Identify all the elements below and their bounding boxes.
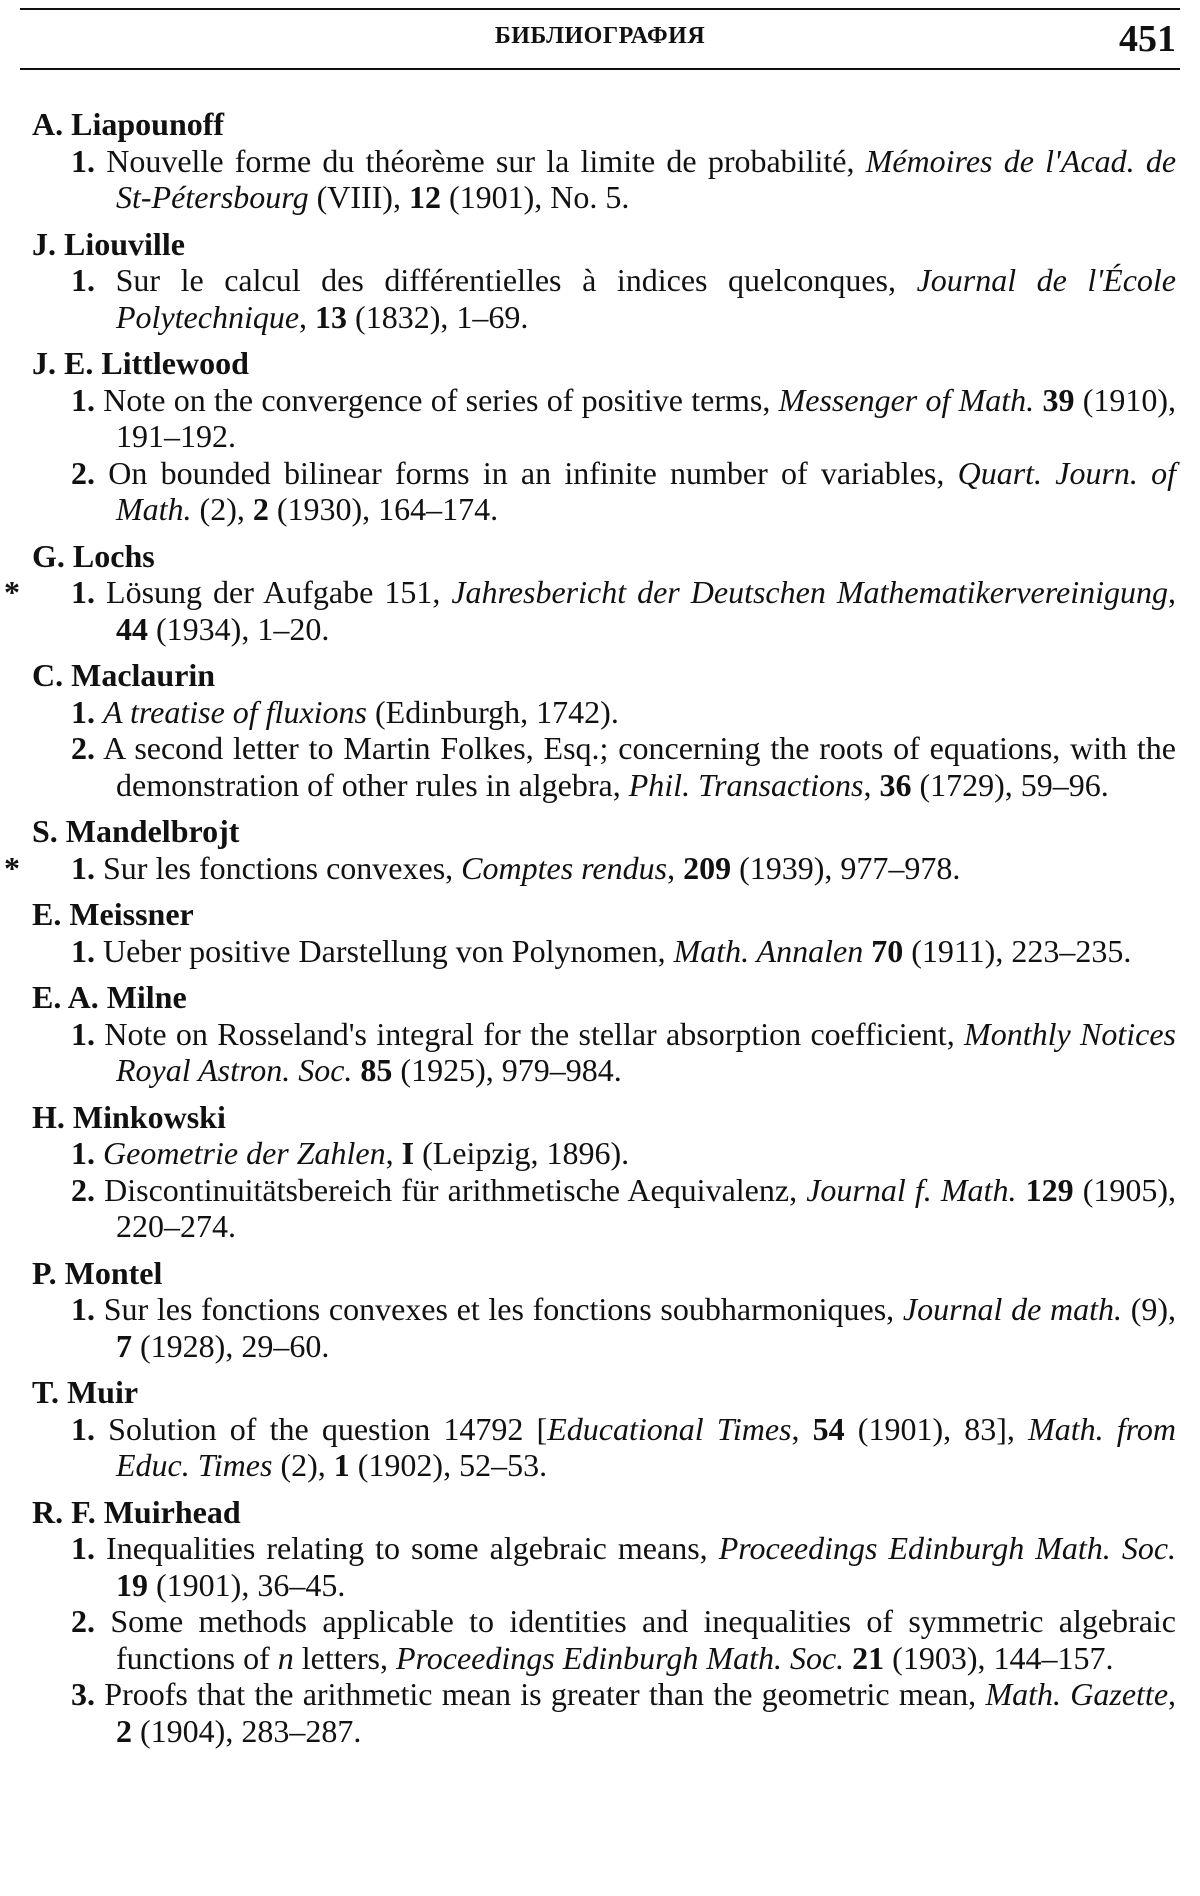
- entry-volume-bold: 12: [408, 179, 441, 215]
- entry-volume-bold: 19: [116, 1566, 148, 1603]
- entry-text: (1902), 52–53.: [349, 1447, 548, 1483]
- bibliography-entry: [0, 1411, 1200, 1484]
- author-name: E. Meissner: [32, 896, 194, 932]
- entry-text: ,: [1168, 574, 1177, 610]
- entry-number: 1.: [71, 849, 95, 886]
- entry-title-italic: Comptes rendus: [461, 849, 668, 886]
- entry-volume-bold: 36: [879, 766, 912, 803]
- entry-text: A second letter to Martin Folkes, Esq.; concerning the roots of equations, with the demonstration of other rules in algebra,: [103, 730, 1177, 803]
- entry-volume-bold: 129: [1025, 1171, 1074, 1208]
- author-gap: [0, 1245, 1200, 1255]
- entry-volume-bold: 1: [333, 1447, 350, 1483]
- bibliography-entry: [0, 1676, 1200, 1749]
- entry-text: (VIII),: [308, 179, 409, 215]
- entry-title-italic: Monthly Notices Royal Astron. Soc.: [116, 1015, 1177, 1088]
- asterisk-mark: *: [4, 849, 20, 886]
- entry-text: Ueber positive Darstellung von Polynomen,: [103, 932, 674, 969]
- entry-text: letters,: [293, 1639, 396, 1676]
- entry-title-italic: Phil. Transactions: [628, 766, 864, 803]
- bibliography-entry: [0, 382, 1200, 455]
- bibliography-entry: [0, 1016, 1200, 1089]
- entry-text: (1901), No. 5.: [440, 179, 630, 215]
- entry-text: Lösung der Aufgabe 151,: [106, 574, 452, 610]
- entry-title-italic: Math. Gazette: [985, 1676, 1169, 1712]
- entry-number: 1.: [71, 1291, 95, 1327]
- entry-title-italic: Jahresbericht der Deutschen Mathematikervereinigung: [451, 574, 1169, 610]
- entry-title-italic: Geometrie der Zahlen: [103, 1135, 386, 1171]
- entry-text: ,: [299, 298, 316, 335]
- entry-text: ,: [863, 766, 880, 803]
- entry-title-italic: A treatise of fluxions: [103, 693, 367, 730]
- entry-volume-bold: 7: [116, 1327, 132, 1364]
- bibliography-entry: [0, 1291, 1200, 1364]
- author-gap: [0, 1089, 1200, 1099]
- entry-text: (2),: [272, 1447, 334, 1483]
- entry-text: (1903), 144–157.: [884, 1639, 1114, 1676]
- bibliography-entry: [0, 143, 1200, 216]
- author-gap: [0, 647, 1200, 657]
- bibliography-entry: [0, 1135, 1200, 1172]
- entry-title-italic: n: [277, 1639, 294, 1676]
- entry-volume-bold: 85: [360, 1052, 393, 1088]
- bibliography-entry: [0, 850, 1200, 887]
- entry-text: ,: [1168, 1676, 1177, 1712]
- entry-text: (1911), 223–235.: [903, 932, 1132, 969]
- bibliography-entry: [0, 574, 1200, 647]
- author-name: G. Lochs: [32, 537, 155, 574]
- entry-text: (1939), 977–978.: [731, 849, 961, 886]
- author-name: C. Maclaurin: [32, 657, 216, 693]
- entry-text: (9),: [1122, 1291, 1177, 1327]
- entry-number: 2.: [71, 730, 95, 766]
- entry-number: 1.: [71, 1410, 95, 1447]
- entry-text: (Leipzig, 1896).: [414, 1135, 630, 1171]
- entry-number: 1.: [71, 1135, 95, 1171]
- author-name: T. Muir: [32, 1374, 139, 1410]
- entry-text: Some methods applicable to identities and inequalities of symmetric algebraic functions of: [110, 1603, 1176, 1676]
- entry-volume-bold: 2: [252, 491, 269, 527]
- entry-volume-bold: 13: [315, 298, 348, 335]
- entry-number: 3.: [71, 1676, 95, 1712]
- entry-text: (2),: [191, 491, 253, 527]
- author-name: A. Liapounoff: [32, 106, 225, 142]
- entry-number: 1.: [71, 381, 95, 418]
- entry-text: (1901), 36–45.: [148, 1566, 346, 1603]
- entry-title-italic: Proceedings Edinburgh Math. Soc.: [718, 1530, 1177, 1566]
- entry-text: Solution of the question 14792 [: [108, 1410, 548, 1447]
- entry-number: 1.: [71, 1015, 95, 1052]
- author-gap: [0, 335, 1200, 345]
- entry-title-italic: Messenger of Math.: [778, 381, 1035, 418]
- entry-volume-bold: 39: [1042, 381, 1075, 418]
- entry-number: 2.: [71, 1603, 95, 1639]
- entry-title-italic: Math. from Educ. Times: [116, 1410, 1177, 1483]
- bibliography-entry: [0, 1603, 1200, 1676]
- entry-text: ,: [667, 849, 684, 886]
- entry-text: Note on the convergence of series of positive terms,: [103, 381, 779, 418]
- entry-volume-bold: 21: [852, 1639, 885, 1676]
- entry-text: (1930), 164–174.: [268, 491, 499, 527]
- entry-text: Note on Rosseland's integral for the stellar absorption coefficient,: [104, 1015, 965, 1052]
- entry-title-italic: Journal f. Math.: [806, 1171, 1017, 1208]
- entry-number: 1.: [71, 262, 95, 298]
- bibliography-entry: [0, 1172, 1200, 1245]
- entry-volume-bold: 44: [116, 610, 148, 647]
- entry-text: (Edinburgh, 1742).: [366, 693, 619, 730]
- entry-text: (1904), 283–287.: [132, 1712, 362, 1749]
- asterisk-mark: *: [4, 574, 20, 610]
- author-name: E. A. Milne: [32, 979, 187, 1015]
- author-gap: [0, 1484, 1200, 1494]
- entry-title-italic: Journal de math.: [902, 1291, 1123, 1327]
- entry-text: (1928), 29–60.: [132, 1327, 330, 1364]
- author-name: H. Minkowski: [32, 1098, 226, 1135]
- entry-text: Nouvelle forme du théorème sur la limite de probabilité,: [106, 142, 866, 179]
- entry-number: 1.: [71, 932, 95, 969]
- entry-text: On bounded bilinear forms in an infinite number of variables,: [108, 454, 958, 491]
- entry-volume-bold: 54: [812, 1410, 845, 1447]
- entry-title-italic: Proceedings Edinburgh Math. Soc.: [395, 1639, 845, 1676]
- entry-text: (1905), 220–274.: [116, 1171, 1177, 1244]
- bibliography-entry: [0, 933, 1200, 970]
- entry-volume-bold: I: [401, 1135, 415, 1171]
- entry-volume-bold: 2: [116, 1712, 132, 1749]
- author-name: R. F. Muirhead: [32, 1493, 241, 1530]
- bibliography-list: [0, 106, 1200, 1749]
- entry-text: (1934), 1–20.: [148, 610, 330, 647]
- entry-volume-bold: 70: [871, 932, 904, 969]
- running-title: БИБЛИОГРАФИЯ: [494, 23, 706, 49]
- entry-text: (1729), 59–96.: [911, 766, 1109, 803]
- entry-number: 1.: [71, 1530, 95, 1566]
- bibliography-entry: [0, 730, 1200, 803]
- entry-volume-bold: 209: [683, 849, 732, 886]
- entry-text: Inequalities relating to some algebraic means,: [106, 1530, 719, 1566]
- author-name: J. Liouville: [32, 225, 185, 262]
- entry-text: Discontinuitätsbereich für arithmetische Aequivalenz,: [104, 1171, 807, 1208]
- entry-number: 2.: [71, 454, 95, 491]
- entry-text: [844, 1640, 852, 1676]
- page-header: [20, 8, 1180, 70]
- entry-title-italic: Mémoires de l'Acad. de St-Pétersbourg: [116, 142, 1177, 215]
- entry-text: ,: [791, 1410, 813, 1447]
- entry-number: 2.: [71, 1171, 95, 1208]
- bibliography-entry: [0, 455, 1200, 528]
- entry-text: Sur les fonctions convexes,: [103, 849, 462, 886]
- author-name: J. E. Littlewood: [32, 345, 249, 381]
- entry-title-italic: Journal de l'École Polytechnique: [116, 262, 1177, 335]
- entry-number: 1.: [71, 574, 95, 610]
- author-gap: [0, 216, 1200, 226]
- entry-text: ,: [385, 1135, 402, 1171]
- entry-text: (1901), 83],: [844, 1410, 1029, 1447]
- entry-text: Proofs that the arithmetic mean is greater than the geometric mean,: [104, 1676, 986, 1712]
- bibliography-entry: [0, 1530, 1200, 1603]
- author-gap: [0, 1364, 1200, 1374]
- entry-number: 1.: [71, 693, 95, 730]
- entry-text: Sur le calcul des différentielles à indices quelconques,: [115, 262, 917, 298]
- bibliography-entry: [0, 694, 1200, 731]
- author-gap: [0, 528, 1200, 538]
- entry-text: Sur les fonctions convexes et les fonctions soubharmoniques,: [103, 1291, 903, 1327]
- entry-text: (1925), 979–984.: [392, 1052, 622, 1088]
- entry-text: (1832), 1–69.: [347, 298, 529, 335]
- entry-text: (1910), 191–192.: [116, 381, 1177, 454]
- author-gap: [0, 803, 1200, 813]
- entry-title-italic: Math. Annalen: [673, 932, 864, 969]
- entry-text: [1016, 1172, 1025, 1208]
- page-number: 451: [1119, 18, 1176, 60]
- entry-text: [863, 933, 871, 969]
- entry-title-italic: Educational Times: [547, 1410, 792, 1447]
- entry-number: 1.: [71, 142, 95, 179]
- author-gap: [0, 969, 1200, 979]
- author-name: P. Montel: [32, 1254, 163, 1291]
- author-name: S. Mandelbrojt: [32, 813, 240, 849]
- author-gap: [0, 886, 1200, 896]
- entry-title-italic: Quart. Journ. of Math.: [116, 454, 1177, 527]
- bibliography-entry: [0, 262, 1200, 335]
